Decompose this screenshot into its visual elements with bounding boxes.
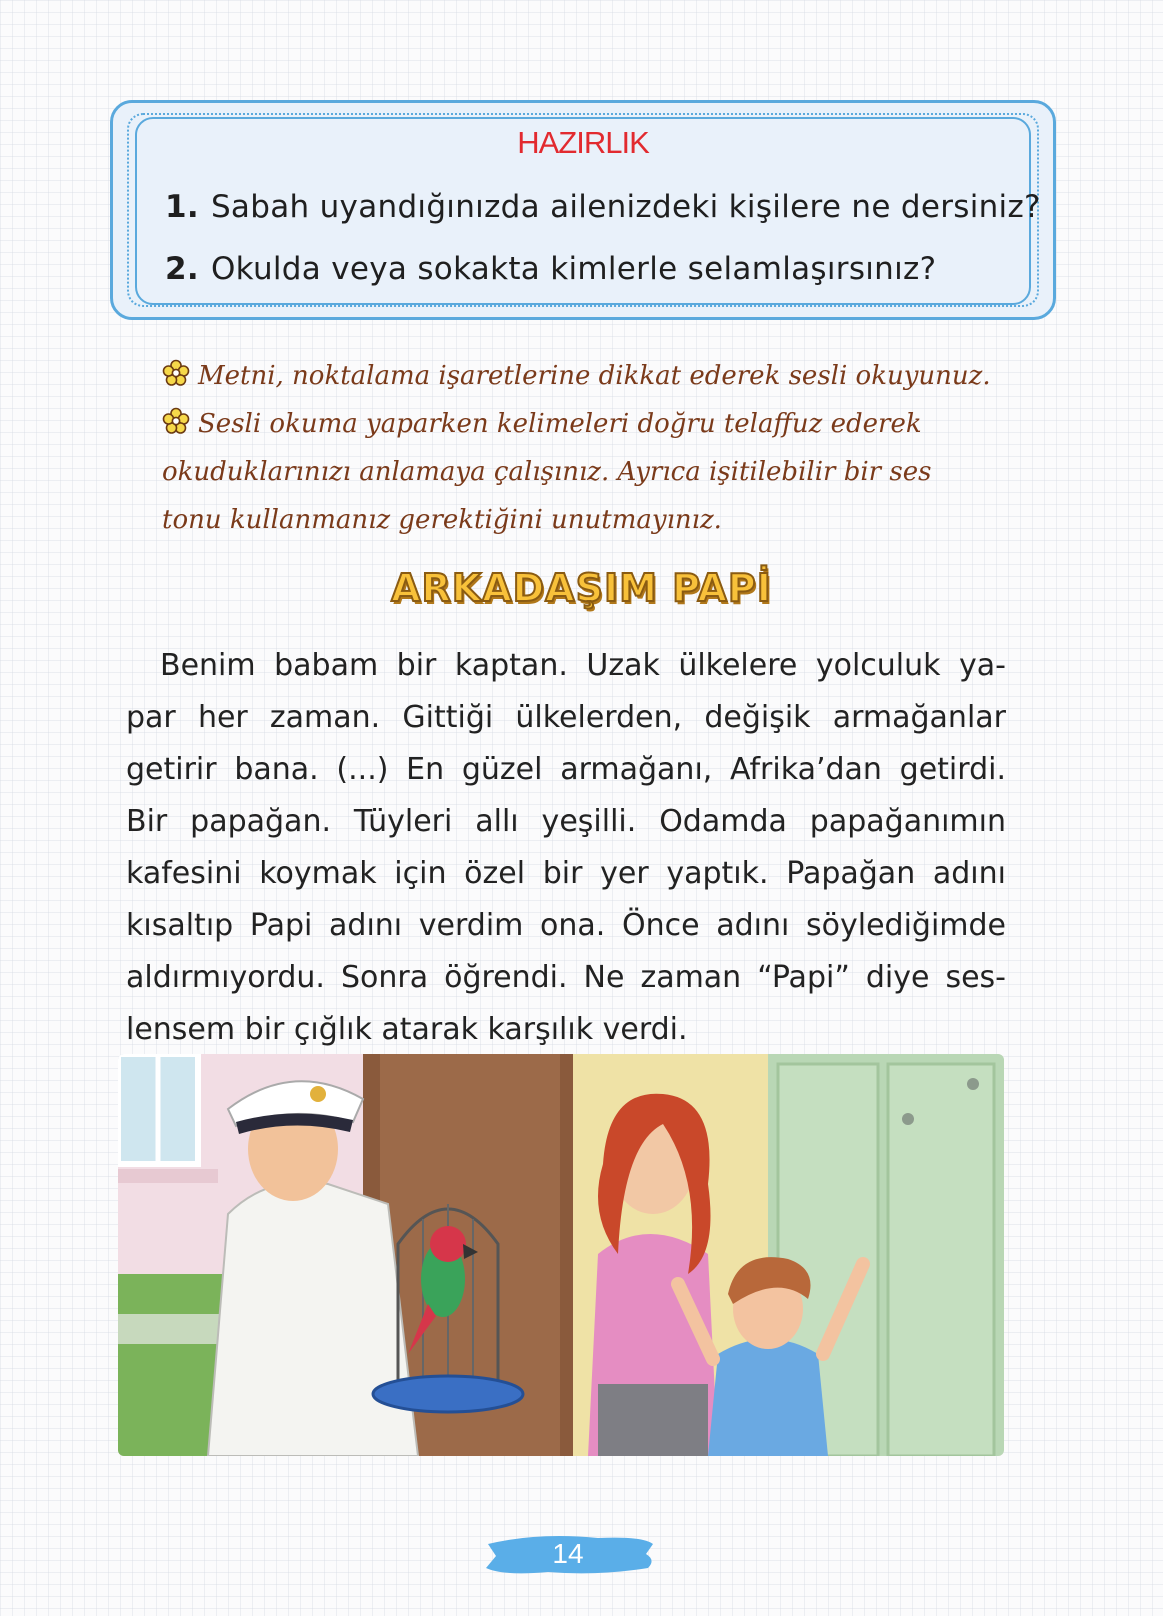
question-number: 2. bbox=[165, 251, 199, 287]
instruction-line-1 bbox=[162, 352, 1022, 400]
question-text: Okulda veya sokakta kimlerle selamlaşırsınız? bbox=[210, 251, 937, 287]
instruction-line-4: tonu kullanmanız gerektiğini unutmayınız. bbox=[162, 505, 722, 535]
mother-figure bbox=[588, 1094, 718, 1456]
story-line: Benim babam bir kaptan. Uzak ülkelere yolculuk ya- bbox=[160, 648, 1006, 683]
story-illustration bbox=[118, 1054, 1004, 1456]
story-line: Bir papağan. Tüyleri allı yeşilli. Odamda papağanımın bbox=[126, 804, 1006, 839]
story-line: par her zaman. Gittiği ülkelerden, değişik armağanlar bbox=[126, 700, 1006, 735]
story-text bbox=[126, 640, 1006, 1056]
flower-icon bbox=[162, 359, 190, 387]
story-line: lensem bir çığlık atarak karşılık verdi. bbox=[126, 1012, 688, 1047]
instruction-text: Metni, noktalama işaretlerine dikkat ederek sesli okuyunuz. bbox=[198, 361, 991, 391]
preparation-box bbox=[110, 100, 1056, 320]
story-title: ARKADAŞIM PAPİ bbox=[391, 566, 772, 610]
instruction-text: Sesli okuma yaparken kelimeleri doğru telaffuz ederek bbox=[198, 409, 922, 439]
instruction-line-3: okuduklarınızı anlamaya çalışınız. Ayrıca işitilebilir bir ses bbox=[162, 457, 932, 487]
preparation-title: HAZIRLIK bbox=[517, 125, 649, 160]
preparation-question-2 bbox=[165, 251, 936, 287]
story-line: kafesini koymak için özel bir yer yaptık. Papağan adını bbox=[126, 856, 1006, 891]
reading-instructions bbox=[162, 352, 1022, 544]
page-number: 14 bbox=[552, 1538, 584, 1569]
story-line: getirir bana. (...) En güzel armağanı, Afrika’dan getirdi. bbox=[126, 752, 1006, 787]
story-line: kısaltıp Papi adını verdim ona. Önce adını söylediğimde bbox=[126, 908, 1006, 943]
question-number: 1. bbox=[165, 189, 199, 225]
instruction-line-2 bbox=[162, 400, 1022, 448]
flower-icon bbox=[162, 407, 190, 435]
question-text: Sabah uyandığınızda ailenizdeki kişilere ne dersiniz? bbox=[210, 189, 1041, 225]
preparation-question-1 bbox=[165, 189, 1041, 225]
story-line: aldırmıyordu. Sonra öğrendi. Ne zaman “Papi” diye ses- bbox=[126, 960, 1006, 995]
window-illustration bbox=[118, 1054, 198, 1164]
